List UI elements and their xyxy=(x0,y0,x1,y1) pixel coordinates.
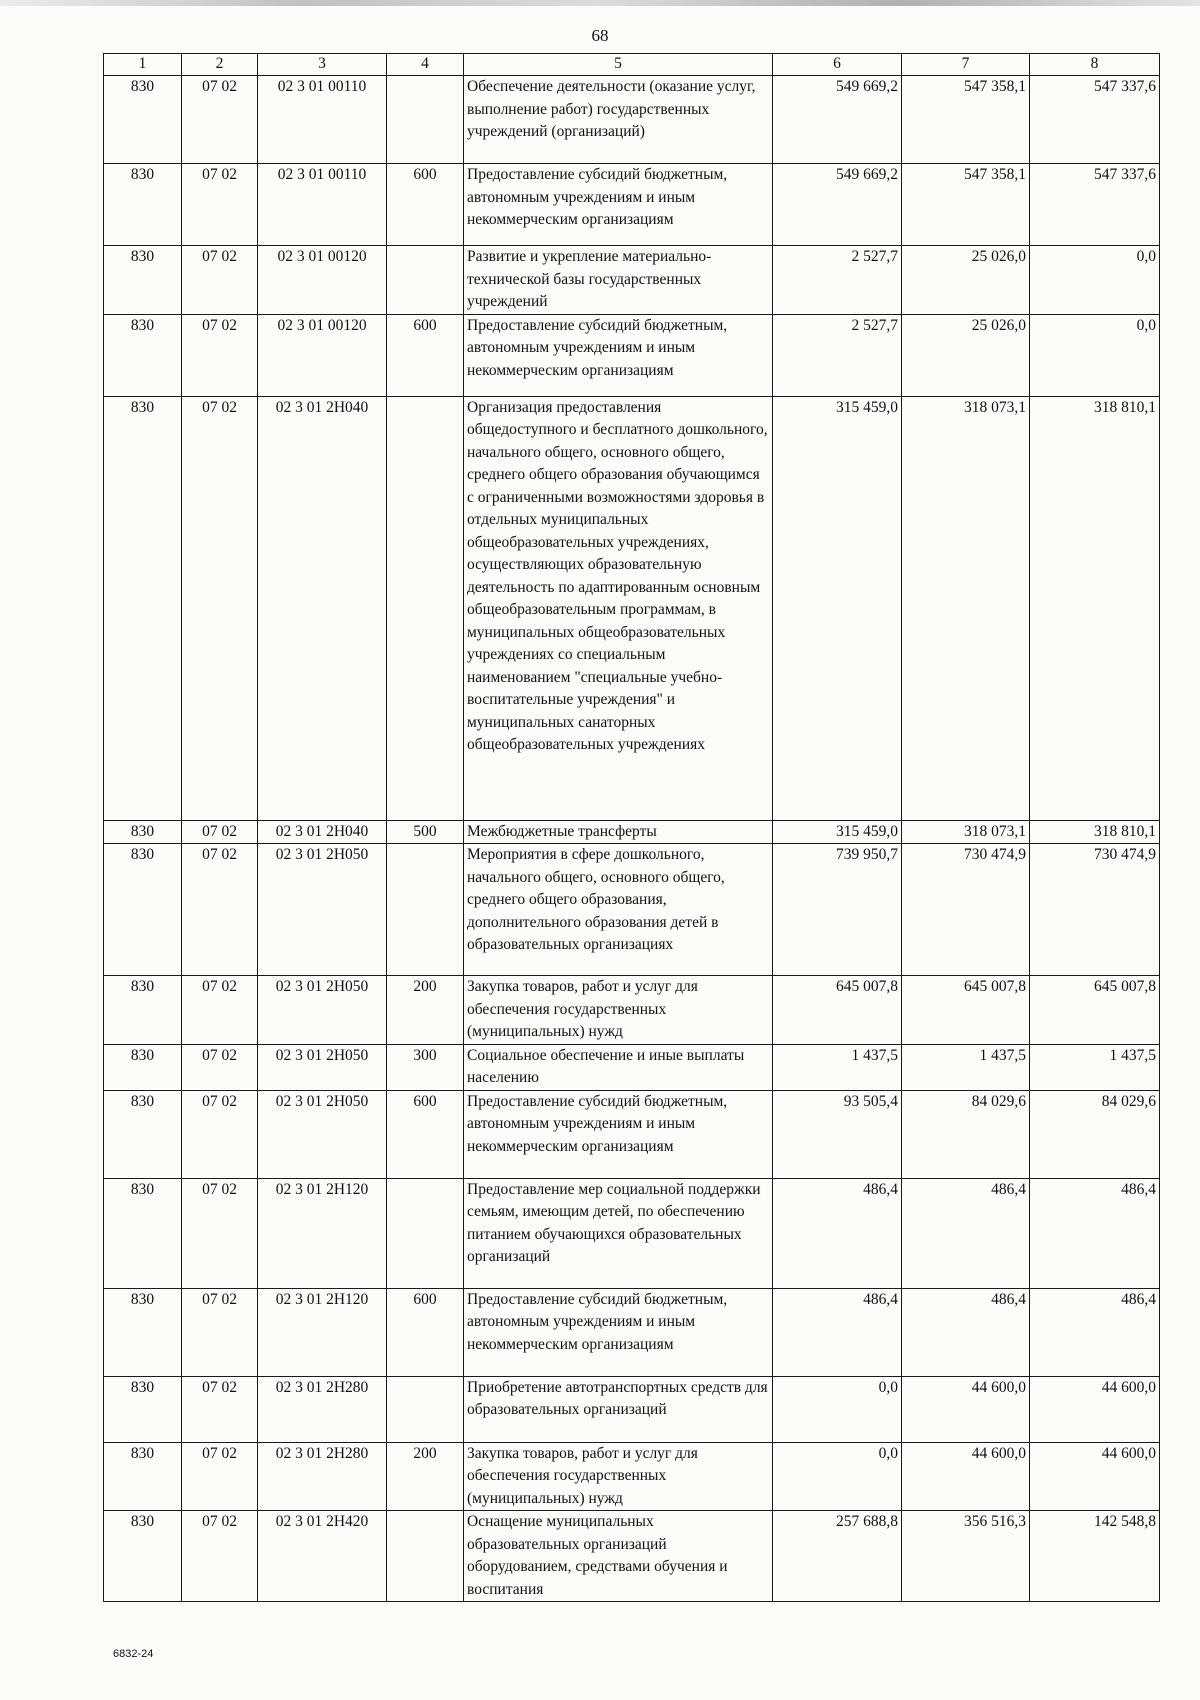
cell-amount-year-2: 84 029,6 xyxy=(902,1090,1030,1178)
cell-section-code: 07 02 xyxy=(182,1376,258,1442)
cell-ministry-code: 830 xyxy=(104,1090,182,1178)
table-row xyxy=(104,314,1160,396)
cell-amount-year-1: 257 688,8 xyxy=(773,1511,902,1602)
cell-section-code: 07 02 xyxy=(182,1511,258,1602)
cell-amount-year-3: 84 029,6 xyxy=(1030,1090,1160,1178)
col-header-5: 5 xyxy=(464,54,773,76)
cell-amount-year-2: 44 600,0 xyxy=(902,1376,1030,1442)
cell-amount-year-2: 645 007,8 xyxy=(902,976,1030,1045)
cell-amount-year-1: 739 950,7 xyxy=(773,844,902,976)
cell-amount-year-1: 315 459,0 xyxy=(773,396,902,820)
cell-section-code: 07 02 xyxy=(182,1442,258,1511)
cell-amount-year-2: 318 073,1 xyxy=(902,820,1030,844)
table-row xyxy=(104,164,1160,246)
cell-section-code: 07 02 xyxy=(182,246,258,315)
cell-amount-year-2: 547 358,1 xyxy=(902,76,1030,164)
cell-amount-year-1: 93 505,4 xyxy=(773,1090,902,1178)
cell-name: Оснащение муниципальных образовательных организаций оборудованием, средствами обучения и воспитания xyxy=(464,1511,773,1602)
col-header-2: 2 xyxy=(182,54,258,76)
cell-amount-year-2: 356 516,3 xyxy=(902,1511,1030,1602)
cell-target-article: 02 3 01 2Н280 xyxy=(258,1376,387,1442)
cell-section-code: 07 02 xyxy=(182,314,258,396)
cell-amount-year-3: 318 810,1 xyxy=(1030,820,1160,844)
cell-name: Закупка товаров, работ и услуг для обеспечения государственных (муниципальных) нужд xyxy=(464,1442,773,1511)
cell-amount-year-2: 730 474,9 xyxy=(902,844,1030,976)
cell-expense-type xyxy=(387,1376,464,1442)
cell-expense-type: 300 xyxy=(387,1044,464,1090)
footer-code: 6832-24 xyxy=(113,1648,154,1660)
cell-name: Предоставление субсидий бюджетным, автономным учреждениям и иным некоммерческим организациям xyxy=(464,1288,773,1376)
budget-table xyxy=(103,53,1160,1602)
cell-target-article: 02 3 01 2Н050 xyxy=(258,1044,387,1090)
cell-amount-year-2: 486,4 xyxy=(902,1178,1030,1288)
cell-amount-year-3: 318 810,1 xyxy=(1030,396,1160,820)
cell-section-code: 07 02 xyxy=(182,1178,258,1288)
col-header-8: 8 xyxy=(1030,54,1160,76)
cell-ministry-code: 830 xyxy=(104,246,182,315)
cell-ministry-code: 830 xyxy=(104,1376,182,1442)
cell-target-article: 02 3 01 2Н120 xyxy=(258,1288,387,1376)
cell-amount-year-1: 2 527,7 xyxy=(773,314,902,396)
col-header-7: 7 xyxy=(902,54,1030,76)
table-row xyxy=(104,1178,1160,1288)
cell-ministry-code: 830 xyxy=(104,976,182,1045)
cell-amount-year-3: 486,4 xyxy=(1030,1288,1160,1376)
table-row xyxy=(104,396,1160,820)
cell-amount-year-2: 547 358,1 xyxy=(902,164,1030,246)
cell-target-article: 02 3 01 00110 xyxy=(258,76,387,164)
cell-ministry-code: 830 xyxy=(104,844,182,976)
cell-expense-type: 600 xyxy=(387,1288,464,1376)
table-row xyxy=(104,820,1160,844)
cell-amount-year-3: 547 337,6 xyxy=(1030,76,1160,164)
cell-amount-year-1: 486,4 xyxy=(773,1288,902,1376)
col-header-1: 1 xyxy=(104,54,182,76)
cell-amount-year-3: 44 600,0 xyxy=(1030,1376,1160,1442)
cell-target-article: 02 3 01 00120 xyxy=(258,246,387,315)
cell-amount-year-1: 1 437,5 xyxy=(773,1044,902,1090)
cell-amount-year-1: 2 527,7 xyxy=(773,246,902,315)
table-row xyxy=(104,1511,1160,1602)
table-row xyxy=(104,844,1160,976)
cell-ministry-code: 830 xyxy=(104,1178,182,1288)
cell-target-article: 02 3 01 2Н120 xyxy=(258,1178,387,1288)
table-row xyxy=(104,1044,1160,1090)
cell-name: Обеспечение деятельности (оказание услуг, выполнение работ) государственных учреждений (организаций) xyxy=(464,76,773,164)
cell-section-code: 07 02 xyxy=(182,1288,258,1376)
header-row xyxy=(104,54,1160,76)
cell-name: Приобретение автотранспортных средств для образовательных организаций xyxy=(464,1376,773,1442)
col-header-4: 4 xyxy=(387,54,464,76)
cell-ministry-code: 830 xyxy=(104,1288,182,1376)
cell-target-article: 02 3 01 2Н050 xyxy=(258,844,387,976)
scan-edge xyxy=(0,0,1200,6)
cell-target-article: 02 3 01 2Н280 xyxy=(258,1442,387,1511)
cell-ministry-code: 830 xyxy=(104,396,182,820)
cell-name: Межбюджетные трансферты xyxy=(464,820,773,844)
cell-section-code: 07 02 xyxy=(182,164,258,246)
cell-name: Предоставление мер социальной поддержки семьям, имеющим детей, по обеспечению питанием обучающихся образовательных организаций xyxy=(464,1178,773,1288)
cell-amount-year-1: 0,0 xyxy=(773,1376,902,1442)
cell-expense-type xyxy=(387,1178,464,1288)
cell-target-article: 02 3 01 2Н040 xyxy=(258,396,387,820)
table-row xyxy=(104,1376,1160,1442)
cell-expense-type xyxy=(387,1511,464,1602)
cell-ministry-code: 830 xyxy=(104,314,182,396)
cell-ministry-code: 830 xyxy=(104,1044,182,1090)
cell-ministry-code: 830 xyxy=(104,76,182,164)
cell-amount-year-3: 486,4 xyxy=(1030,1178,1160,1288)
cell-amount-year-1: 0,0 xyxy=(773,1442,902,1511)
cell-amount-year-1: 549 669,2 xyxy=(773,164,902,246)
cell-expense-type: 600 xyxy=(387,314,464,396)
cell-section-code: 07 02 xyxy=(182,1044,258,1090)
cell-amount-year-3: 547 337,6 xyxy=(1030,164,1160,246)
cell-name: Предоставление субсидий бюджетным, автономным учреждениям и иным некоммерческим организациям xyxy=(464,314,773,396)
table-row xyxy=(104,1442,1160,1511)
cell-section-code: 07 02 xyxy=(182,396,258,820)
cell-expense-type: 200 xyxy=(387,1442,464,1511)
page-number: 68 xyxy=(591,26,609,45)
cell-section-code: 07 02 xyxy=(182,844,258,976)
cell-name: Организация предоставления общедоступного и бесплатного дошкольного, начального общего, основного общего, среднего общего образования обучающимся с ограниченными возможностями здоровья в отдельных муниципальных общеобразовательных учреждениях, осуществляющих образовательную деятельность по адаптированным основным общеобразовательным программам, в муниципальных общеобразовательных учреждениях со специальным наименованием "специальные учебно-воспитательные учреждения" и муниципальных санаторных общеобразовательных учреждениях xyxy=(464,396,773,820)
table-row xyxy=(104,76,1160,164)
cell-expense-type: 200 xyxy=(387,976,464,1045)
cell-amount-year-3: 730 474,9 xyxy=(1030,844,1160,976)
cell-amount-year-1: 645 007,8 xyxy=(773,976,902,1045)
cell-ministry-code: 830 xyxy=(104,164,182,246)
cell-name: Закупка товаров, работ и услуг для обеспечения государственных (муниципальных) нужд xyxy=(464,976,773,1045)
cell-amount-year-3: 0,0 xyxy=(1030,314,1160,396)
cell-amount-year-2: 25 026,0 xyxy=(902,314,1030,396)
cell-amount-year-3: 645 007,8 xyxy=(1030,976,1160,1045)
cell-section-code: 07 02 xyxy=(182,1090,258,1178)
col-header-3: 3 xyxy=(258,54,387,76)
cell-target-article: 02 3 01 2Н040 xyxy=(258,820,387,844)
cell-section-code: 07 02 xyxy=(182,976,258,1045)
cell-expense-type xyxy=(387,246,464,315)
cell-expense-type: 600 xyxy=(387,164,464,246)
cell-amount-year-1: 486,4 xyxy=(773,1178,902,1288)
cell-section-code: 07 02 xyxy=(182,76,258,164)
table-row xyxy=(104,976,1160,1045)
cell-expense-type xyxy=(387,844,464,976)
cell-expense-type xyxy=(387,76,464,164)
cell-expense-type xyxy=(387,396,464,820)
cell-amount-year-2: 1 437,5 xyxy=(902,1044,1030,1090)
cell-target-article: 02 3 01 2Н420 xyxy=(258,1511,387,1602)
col-header-6: 6 xyxy=(773,54,902,76)
cell-amount-year-2: 486,4 xyxy=(902,1288,1030,1376)
cell-amount-year-2: 25 026,0 xyxy=(902,246,1030,315)
cell-section-code: 07 02 xyxy=(182,820,258,844)
cell-ministry-code: 830 xyxy=(104,820,182,844)
cell-name: Развитие и укрепление материально-технической базы государственных учреждений xyxy=(464,246,773,315)
cell-ministry-code: 830 xyxy=(104,1442,182,1511)
cell-name: Предоставление субсидий бюджетным, автономным учреждениям и иным некоммерческим организациям xyxy=(464,164,773,246)
cell-amount-year-3: 44 600,0 xyxy=(1030,1442,1160,1511)
cell-ministry-code: 830 xyxy=(104,1511,182,1602)
cell-amount-year-3: 1 437,5 xyxy=(1030,1044,1160,1090)
table-row xyxy=(104,1090,1160,1178)
cell-target-article: 02 3 01 2Н050 xyxy=(258,1090,387,1178)
cell-target-article: 02 3 01 2Н050 xyxy=(258,976,387,1045)
cell-amount-year-3: 142 548,8 xyxy=(1030,1511,1160,1602)
cell-name: Мероприятия в сфере дошкольного, начального общего, основного общего, среднего общего образования, дополнительного образования детей в образовательных организациях xyxy=(464,844,773,976)
table-row xyxy=(104,1288,1160,1376)
cell-name: Предоставление субсидий бюджетным, автономным учреждениям и иным некоммерческим организациям xyxy=(464,1090,773,1178)
cell-amount-year-2: 44 600,0 xyxy=(902,1442,1030,1511)
cell-expense-type: 500 xyxy=(387,820,464,844)
cell-target-article: 02 3 01 00110 xyxy=(258,164,387,246)
cell-amount-year-1: 549 669,2 xyxy=(773,76,902,164)
cell-expense-type: 600 xyxy=(387,1090,464,1178)
cell-amount-year-1: 315 459,0 xyxy=(773,820,902,844)
cell-name: Социальное обеспечение и иные выплаты населению xyxy=(464,1044,773,1090)
cell-amount-year-2: 318 073,1 xyxy=(902,396,1030,820)
cell-target-article: 02 3 01 00120 xyxy=(258,314,387,396)
table-row xyxy=(104,246,1160,315)
cell-amount-year-3: 0,0 xyxy=(1030,246,1160,315)
